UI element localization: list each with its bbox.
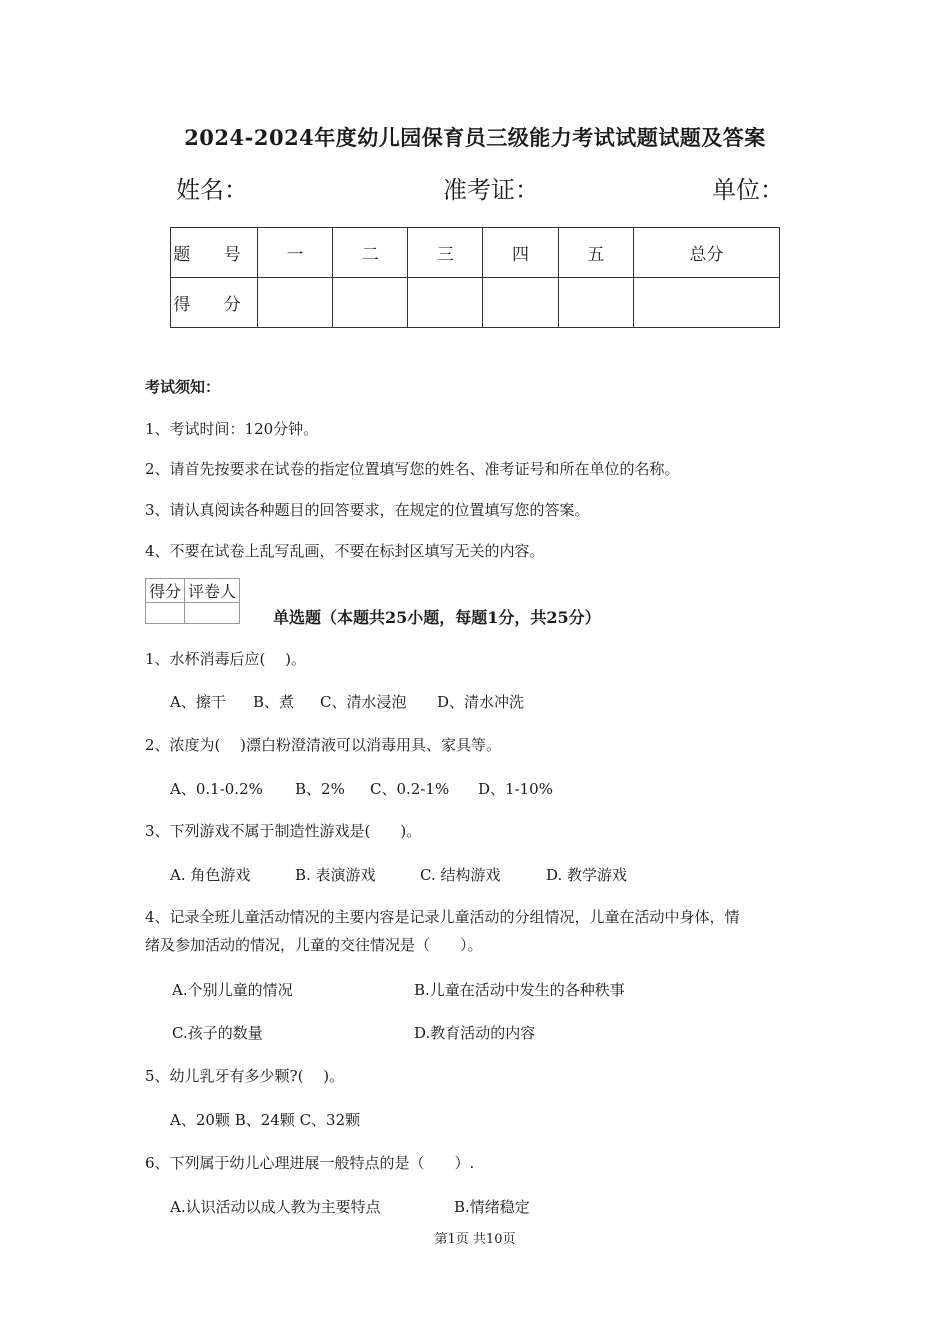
question-3-option-c: C. 结构游戏 [420,866,501,884]
question-2-option-b: B、2% [295,780,345,798]
page-footer: 第1页 共10页 [434,1232,516,1247]
score-input-cell[interactable] [483,278,558,328]
question-4-option-a: A.个别儿童的情况 [172,981,293,999]
grader-name-cell[interactable] [185,603,240,624]
question-2-option-d: D、1-10% [478,780,553,798]
score-table-cell: 得 分 [171,278,258,328]
question-4-option-b: B.儿童在活动中发生的各种秩事 [414,981,625,999]
score-input-cell[interactable] [258,278,333,328]
question-1: 1、水杯消毒后应( )。 [145,650,307,668]
exam-id-field-label: 准考证： [443,176,539,204]
question-4-option-d: D.教育活动的内容 [414,1024,536,1042]
question-1-option-b: B、煮 [253,693,295,711]
question-4-option-c: C.孩子的数量 [172,1024,263,1042]
grader-score-cell[interactable] [146,603,185,624]
question-4-line-1: 4、记录全班儿童活动情况的主要内容是记录儿童活动的分组情况，儿童在活动中身体，情 [145,908,740,926]
notice-item: 4、不要在试卷上乱写乱画，不要在标封区填写无关的内容。 [145,542,545,560]
question-2: 2、浓度为( )漂白粉澄清液可以消毒用具、家具等。 [145,736,502,754]
notice-heading: 考试须知： [145,378,221,396]
question-3-option-d: D. 教学游戏 [546,866,628,884]
question-4-line-2: 绪及参加活动的情况，儿童的交往情况是（ ）。 [145,936,483,954]
grader-name-label: 评卷人 [185,579,240,603]
grader-score-label: 得分 [146,579,185,603]
score-input-cell[interactable] [633,278,779,328]
question-6-option-b: B.情绪稳定 [454,1198,530,1216]
score-table-cell: 五 [558,228,633,278]
unit-field-label: 单位： [712,176,784,204]
score-table-score-row [171,278,780,328]
score-input-cell[interactable] [558,278,633,328]
question-5-options: A、20颗 B、24颗 C、32颗 [170,1111,361,1129]
grader-box [145,578,240,624]
question-2-option-c: C、0.2-1% [370,780,450,798]
score-table-cell: 四 [483,228,558,278]
score-table-header-row [171,228,780,278]
question-6: 6、下列属于幼儿心理进展一般特点的是（ ）. [145,1154,475,1172]
score-input-cell[interactable] [408,278,483,328]
question-1-option-a: A、擦干 [170,693,226,711]
question-6-option-a: A.认识活动以成人教为主要特点 [170,1198,381,1216]
score-table [170,227,780,328]
name-field-label: 姓名： [176,176,248,204]
question-3-option-a: A. 角色游戏 [170,866,251,884]
score-table-cell: 一 [258,228,333,278]
page-title: 2024-2024年度幼儿园保育员三级能力考试试题试题及答案 [184,125,766,150]
score-table-cell: 三 [408,228,483,278]
score-input-cell[interactable] [333,278,408,328]
question-2-option-a: A、0.1-0.2% [170,780,263,798]
question-1-option-d: D、清水冲洗 [437,693,525,711]
notice-item: 3、请认真阅读各种题目的回答要求，在规定的位置填写您的答案。 [145,501,590,519]
question-3: 3、下列游戏不属于制造性游戏是( )。 [145,822,422,840]
score-table-cell: 总分 [633,228,779,278]
notice-item: 2、请首先按要求在试卷的指定位置填写您的姓名、准考证号和所在单位的名称。 [145,460,680,478]
notice-item: 1、考试时间：120分钟。 [145,420,319,438]
score-table-cell: 题 号 [171,228,258,278]
section-title: 单选题（本题共25小题，每题1分，共25分） [273,608,601,627]
score-table-cell: 二 [333,228,408,278]
question-3-option-b: B. 表演游戏 [295,866,376,884]
question-5: 5、幼儿乳牙有多少颗?( )。 [145,1067,345,1085]
question-1-option-c: C、清水浸泡 [320,693,407,711]
